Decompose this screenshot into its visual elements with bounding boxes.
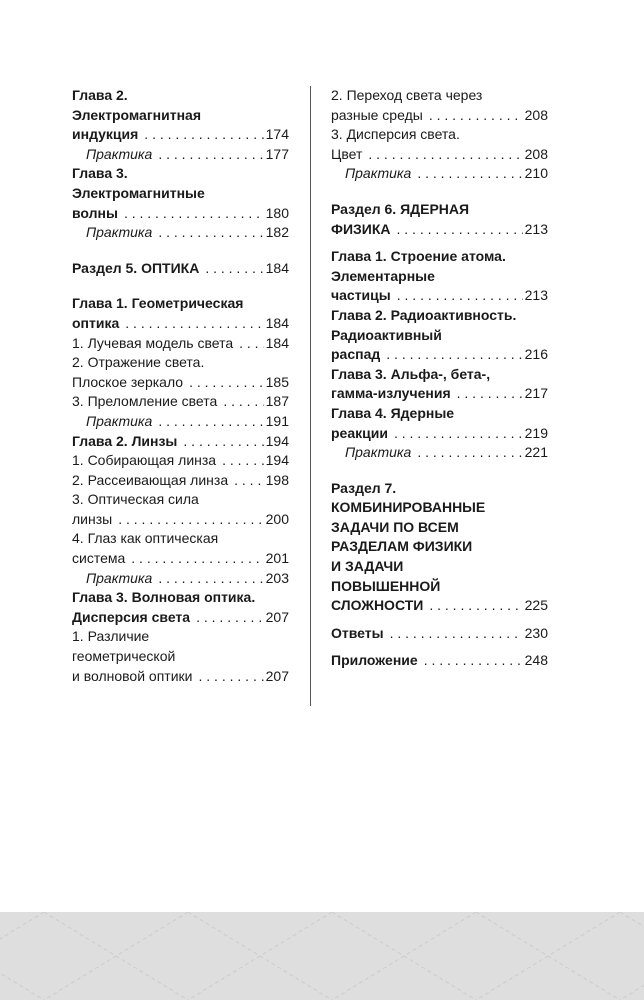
toc-heading: Электромагнитные <box>72 184 205 201</box>
toc-entry-title: распад <box>331 346 381 363</box>
toc-entry-practice[interactable] <box>72 223 289 243</box>
toc-entry[interactable] <box>72 667 289 687</box>
toc-entry-title: Практика <box>86 145 153 162</box>
toc-entry[interactable] <box>72 471 289 491</box>
toc-page-number: 225 <box>524 597 548 614</box>
column-divider <box>310 86 311 706</box>
toc-page-number: 194 <box>265 452 289 469</box>
toc-entry-title: Практика <box>345 444 412 461</box>
toc-page-number: 217 <box>524 385 548 402</box>
toc-entry[interactable] <box>72 432 289 452</box>
toc-page-number: 184 <box>265 334 289 351</box>
toc-section[interactable] <box>331 596 548 616</box>
toc-entry-practice[interactable] <box>331 443 548 463</box>
footer-pattern-band <box>0 912 644 1000</box>
toc-entry-title: Практика <box>86 569 153 586</box>
toc-entry-title: индукция <box>72 126 139 143</box>
toc-heading: Глава 3. <box>72 165 128 182</box>
toc-page-number: 182 <box>265 224 289 241</box>
toc-entry[interactable] <box>72 334 289 354</box>
toc-section[interactable] <box>331 220 548 240</box>
toc-page-number: 219 <box>524 424 548 441</box>
toc-entry[interactable] <box>331 286 548 306</box>
toc-section-heading: Раздел 7. <box>331 479 397 496</box>
toc-section-heading: КОМБИНИРОВАННЫЕ <box>331 499 486 516</box>
toc-section-heading: ЗАДАЧИ ПО ВСЕМ <box>331 518 459 535</box>
toc-entry[interactable] <box>72 608 289 628</box>
toc-page-number: 198 <box>265 471 289 488</box>
toc-page-number: 208 <box>524 145 548 162</box>
toc-entry-title: Практика <box>345 165 412 182</box>
toc-page-number: 174 <box>265 126 289 143</box>
toc-page-number: 191 <box>265 412 289 429</box>
toc-entry-title: Практика <box>86 412 153 429</box>
toc-entry-practice[interactable] <box>72 145 289 165</box>
toc-entry-line: 3. Дисперсия света. <box>331 126 460 143</box>
toc-entry[interactable] <box>331 345 548 365</box>
toc-page-number: 230 <box>524 624 548 641</box>
toc-heading: Глава 3. Альфа-, бета-, <box>331 365 491 382</box>
toc-entry[interactable] <box>331 145 548 165</box>
toc-section-heading: И ЗАДАЧИ <box>331 558 404 575</box>
toc-entry-title: и волновой оптики <box>72 667 193 684</box>
toc-page-number: 184 <box>265 259 289 276</box>
toc-entry-title: Плоское зеркало <box>72 373 184 390</box>
toc-entry-title: 2. Рассеивающая линза <box>72 471 229 488</box>
toc-entry-title: 1. Собирающая линза <box>72 452 217 469</box>
toc-heading: Глава 1. Геометрическая <box>72 295 244 312</box>
toc-heading: Элементарные <box>331 267 435 284</box>
toc-section-heading: ПОВЫШЕННОЙ <box>331 577 441 594</box>
toc-entry-title: Приложение <box>331 652 418 669</box>
toc-page-number: 187 <box>265 393 289 410</box>
toc-page-number: 207 <box>265 608 289 625</box>
toc-entry-title: 3. Преломление света <box>72 393 218 410</box>
toc-entry-practice[interactable] <box>72 569 289 589</box>
toc-entry-title: оптика <box>72 314 120 331</box>
toc-entry-title: реакции <box>331 424 388 441</box>
toc-entry[interactable] <box>72 204 289 224</box>
toc-section-heading: Раздел 6. ЯДЕРНАЯ <box>331 200 470 217</box>
toc-page-number: 184 <box>265 314 289 331</box>
toc-entry[interactable] <box>72 451 289 471</box>
toc-heading: Радиоактивный <box>331 326 442 343</box>
toc-entry[interactable] <box>72 125 289 145</box>
toc-page-number: 207 <box>265 667 289 684</box>
toc-entry-line: 1. Различие <box>72 628 150 645</box>
toc-entry[interactable] <box>72 549 289 569</box>
toc-left-column <box>72 86 289 686</box>
toc-entry-line: 4. Глаз как оптическая <box>72 530 219 547</box>
toc-heading: Электромагнитная <box>72 106 202 123</box>
toc-entry[interactable] <box>72 392 289 412</box>
toc-page-number: 201 <box>265 550 289 567</box>
toc-page-number: 180 <box>265 204 289 221</box>
toc-entry-title: разные среды <box>331 106 423 123</box>
toc-entry[interactable] <box>331 424 548 444</box>
toc-entry-line: 3. Оптическая сила <box>72 491 199 508</box>
toc-entry-title: линзы <box>72 510 113 527</box>
toc-page-number: 248 <box>524 652 548 669</box>
toc-entry-practice[interactable] <box>331 164 548 184</box>
toc-entry-title: Глава 2. Линзы <box>72 432 178 449</box>
toc-entry[interactable] <box>331 106 548 126</box>
toc-entry-title: Ответы <box>331 624 384 641</box>
toc-entry-title: гамма-излучения <box>331 385 451 402</box>
toc-entry-appendix[interactable] <box>331 651 548 671</box>
toc-section-heading: РАЗДЕЛАМ ФИЗИКИ <box>331 538 473 555</box>
toc-entry-practice[interactable] <box>72 412 289 432</box>
toc-right-column <box>331 86 548 671</box>
toc-entry-line: геометрической <box>72 648 176 665</box>
toc-section[interactable] <box>72 259 289 279</box>
toc-page-number: 194 <box>265 432 289 449</box>
toc-entry-title: СЛОЖНОСТИ <box>331 597 424 614</box>
toc-entry[interactable] <box>72 373 289 393</box>
toc-page-number: 213 <box>524 220 548 237</box>
diamond-pattern <box>0 912 644 1000</box>
toc-page-number: 208 <box>524 106 548 123</box>
toc-page-number: 216 <box>524 346 548 363</box>
toc-page-number: 213 <box>524 287 548 304</box>
toc-entry-title: Практика <box>86 224 153 241</box>
toc-entry[interactable] <box>331 384 548 404</box>
toc-entry-title: волны <box>72 204 118 221</box>
toc-heading: Глава 3. Волновая оптика. <box>72 589 256 606</box>
toc-entry-title: система <box>72 550 126 567</box>
toc-page-number: 185 <box>265 373 289 390</box>
toc-entry-title: ФИЗИКА <box>331 220 391 237</box>
toc-entry-answers[interactable] <box>331 624 548 644</box>
toc-entry-title: 1. Лучевая модель света <box>72 334 234 351</box>
toc-heading: Глава 4. Ядерные <box>331 404 455 421</box>
toc-entry-line: 2. Переход света через <box>331 87 483 103</box>
toc-heading: Глава 2. Радиоактивность. <box>331 306 517 323</box>
toc-page-number: 203 <box>265 569 289 586</box>
toc-page-number: 221 <box>524 444 548 461</box>
toc-entry[interactable] <box>72 510 289 530</box>
toc-entry[interactable] <box>72 314 289 334</box>
toc-page-number: 200 <box>265 510 289 527</box>
toc-entry-title: Раздел 5. ОПТИКА <box>72 259 200 276</box>
toc-heading: Глава 1. Строение атома. <box>331 248 506 265</box>
toc-entry-title: Цвет <box>331 145 363 162</box>
toc-page-number: 177 <box>265 145 289 162</box>
toc-page-number: 210 <box>524 165 548 182</box>
toc-entry-title: частицы <box>331 287 391 304</box>
toc-entry-line: 2. Отражение света. <box>72 354 205 371</box>
toc-entry-title: Дисперсия света <box>72 608 191 625</box>
toc-heading: Глава 2. <box>72 87 128 103</box>
